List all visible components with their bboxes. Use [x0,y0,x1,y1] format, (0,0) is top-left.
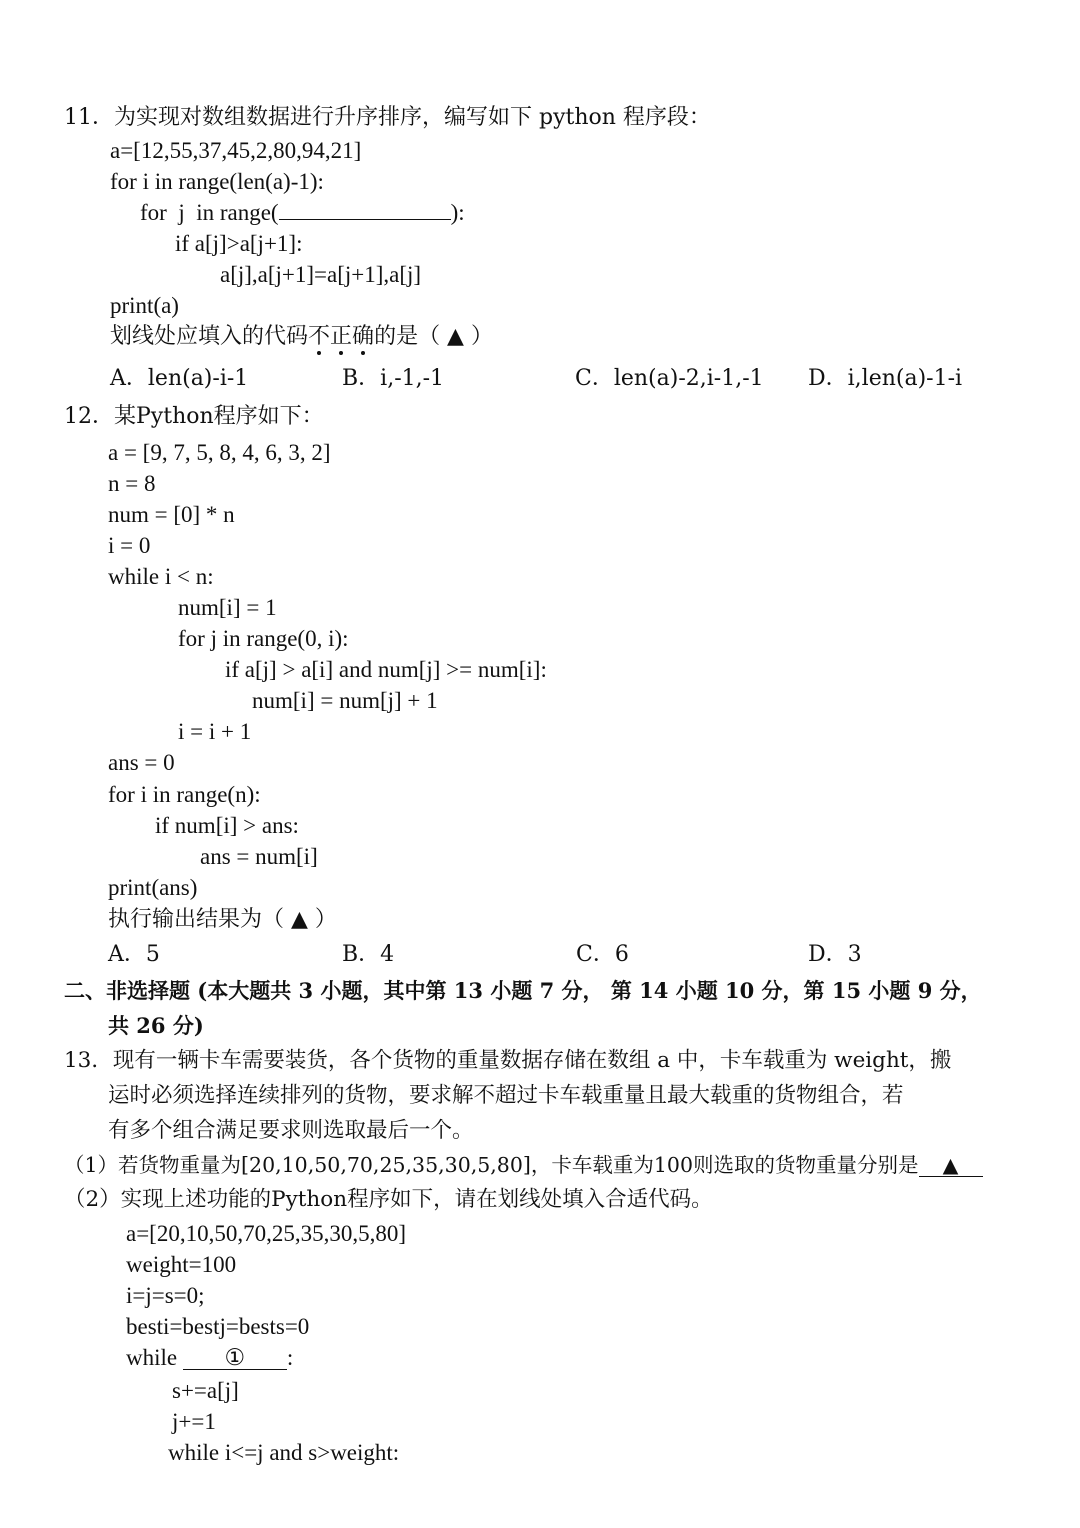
q13-stem-cont: 有多个组合满足要求则选取最后一个。 [108,1118,474,1143]
q11-option-b: B．i,-1,-1 [342,366,445,391]
q12-code-line: num[i] = num[j] + 1 [252,688,438,713]
q11-prompt [110,322,493,352]
q12-code-line: while i < n: [108,564,214,589]
q11-answer-blank [279,219,451,220]
q12-code-line: ans = num[i] [200,844,318,869]
q13-code-line: besti=bestj=bests=0 [126,1314,310,1339]
q12-code-line: num = [0] * n [108,502,235,527]
q13-code-line: weight=100 [126,1252,237,1277]
section2-heading-cont: 共 26 分) [108,1013,204,1038]
q11-code-text: ): [450,200,465,225]
q12-code-line: n = 8 [108,471,156,496]
q11-stem: 11．为实现对数组数据进行升序排序，编写如下 python 程序段： [64,105,711,130]
q12-code-line: i = 0 [108,533,151,558]
q13-code-line: s+=a[j] [172,1378,239,1403]
q13-code-line-blank [126,1343,293,1373]
q13-part1-text: （1）若货物重量为[20,10,50,70,25,35,30,5,80]，卡车载重为100则选取的货物重量分别是 [64,1153,919,1177]
q13-part1 [64,1150,983,1180]
q12-code-line: for j in range(0, i): [178,626,349,651]
q12-prompt: 执行输出结果为（ ▲ ） [108,907,337,932]
q11-option-d: D．i,len(a)-1-i [808,366,963,391]
q12-code-line: for i in range(n): [108,782,261,807]
q12-code-line: num[i] = 1 [178,595,277,620]
q11-prompt-text: 划线处应填入的代码 [110,324,309,349]
q11-code-line: a[j],a[j+1]=a[j+1],a[j] [220,262,422,287]
q12-option-a: A．5 [108,942,160,967]
q13-code-line: a=[20,10,50,70,25,35,30,5,80] [126,1221,406,1246]
q12-option-c: C．6 [576,942,629,967]
q13-answer-blank-1: ① [183,1347,287,1370]
q11-code-line: a=[12,55,37,45,2,80,94,21] [110,138,362,163]
q11-emphasis-char: 不 [308,324,331,349]
q11-code-line: for i in range(len(a)-1): [110,169,324,194]
q11-code-line-blank [140,198,465,228]
q12-option-b: B．4 [342,942,395,967]
q13-code-text: while [126,1345,183,1370]
q11-emphasis-char: 正 [330,324,353,349]
q11-prompt-text: 的是（ ▲ ） [374,324,493,349]
q12-code-line: print(ans) [108,875,198,900]
q13-part2: （2）实现上述功能的Python程序如下，请在划线处填入合适代码。 [64,1187,713,1212]
q13-part1-blank: ▲ [919,1154,983,1177]
q11-option-a: A．len(a)-i-1 [110,366,249,391]
q11-option-c: C．len(a)-2,i-1,-1 [575,366,764,391]
q11-code-text: for j in range( [140,200,279,225]
q13-code-line: while i<=j and s>weight: [168,1440,400,1465]
q13-code-text: : [286,1345,294,1370]
q13-stem: 13．现有一辆卡车需要装货，各个货物的重量数据存储在数组 a 中，卡车载重为 weight，搬 [64,1048,952,1073]
q12-code-line: if num[i] > ans: [155,813,299,838]
q13-code-line: i=j=s=0; [126,1283,205,1308]
q11-emphasis-char: 确 [352,324,375,349]
q12-code-line: a = [9, 7, 5, 8, 4, 6, 3, 2] [108,440,331,465]
q12-option-d: D．3 [808,942,862,967]
q11-code-line: print(a) [110,293,179,318]
q12-code-line: if a[j] > a[i] and num[j] >= num[i]: [225,657,547,682]
q12-code-line: i = i + 1 [178,719,252,744]
q12-code-line: ans = 0 [108,750,175,775]
q12-stem: 12．某Python程序如下： [64,404,324,429]
q11-code-line: if a[j]>a[j+1]: [175,231,303,256]
q13-code-line: j+=1 [172,1409,216,1434]
q13-stem-cont: 运时必须选择连续排列的货物，要求解不超过卡车载重量且最大载重的货物组合，若 [108,1083,904,1108]
section2-heading: 二、非选择题 (本大题共 3 小题，其中第 13 小题 7 分， 第 14 小题 10 分，第 15 小题 9 分， [64,978,982,1003]
